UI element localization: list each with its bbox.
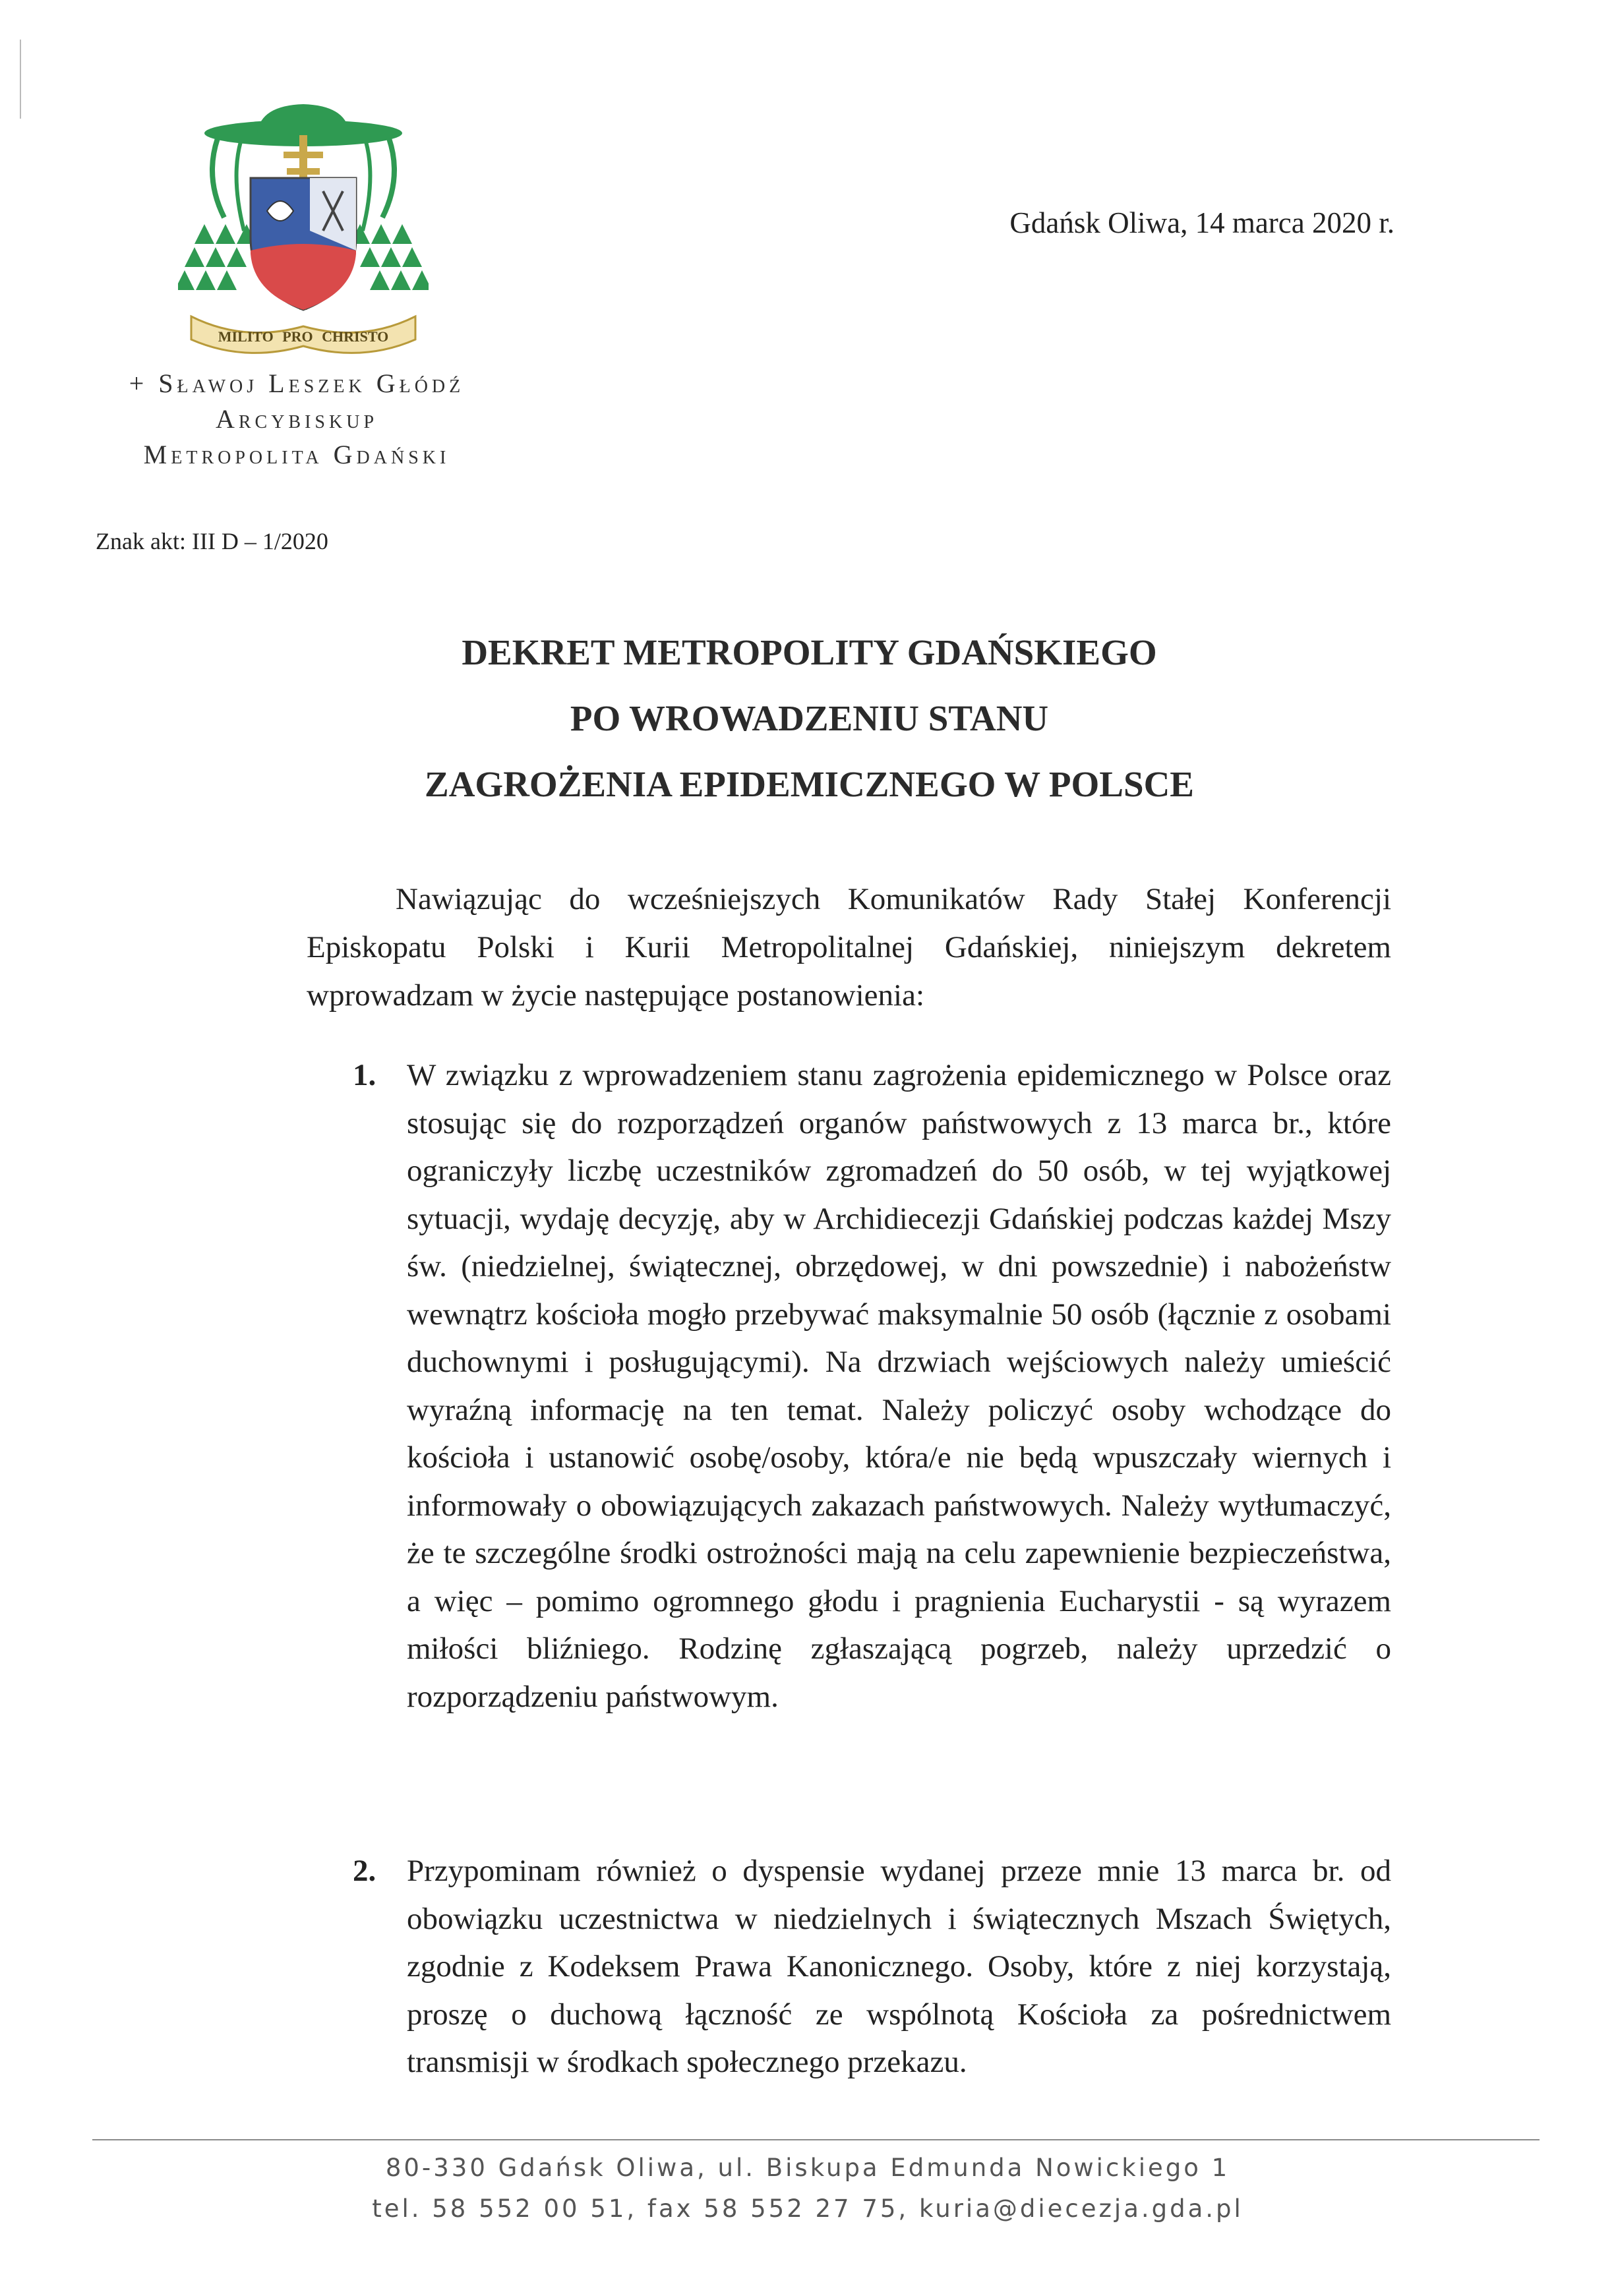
item-text: Przypominam również o dyspensie wydanej przeze mnie 13 marca br. od obowiązku uczestnictwa w niedzielnych i świątecznych Mszach Świętych, zgodnie z Kodeksem Prawa Kanonicznego. Osoby, które z niej korzystają, proszę o duchową łączność ze wspólnotą Kościoła za pośrednictwem transmisji w środkach społecznego przekazu. [407,1854,1391,2079]
svg-text:MILITO PRO CHRISTO [218,328,388,345]
motto-word-1: MILITO [218,328,274,345]
issuer-title: Arcybiskup [215,404,378,434]
motto-word-2: PRO [282,328,313,345]
coat-of-arms-icon [178,99,429,376]
footer-divider [92,2139,1540,2140]
issuer-office: Metropolita Gdański [143,440,450,469]
list-item [353,1051,1391,1721]
scan-edge-mark [20,40,21,119]
list-item [353,1847,1391,2086]
item-text: W związku z wprowadzeniem stanu zagrożenia epidemicznego w Polsce oraz stosując się do rozporządzeń organów państwowych z 13 marca br., które ograniczyły liczbę uczestników zgromadzeń do 50 osób, w tej wyjątkowej sytuacji, wydaję decyzję, aby w Archidiecezji Gdańskiej podczas każdej Mszy św. (niedzielnej, świątecznej, obrzędowej, w dni powszednie) i nabożeństw wewnątrz kościoła mogło przebywać maksymalnie 50 osób (łącznie z osobami duchownymi i posługującymi). Na drzwiach wejściowych należy umieścić wyraźną informację na ten temat. Należy policzyć osoby wchodzące do kościoła i ustanowić osobę/osoby, która/e nie będą wpuszczały wiernych i informowały o obowiązujących zakazach państwowych. Należy wytłumaczyć, że te szczególne środki ostrożności mają na celu zapewnienie bezpieczeństwa, a więc – pomimo ogromnego głodu i pragnienia Eucharystii - są wyrazem miłości bliźniego. Rodzinę zgłaszającą pogrzeb, należy uprzedzić o rozporządzeniu państwowym. [407,1058,1391,1714]
document-date: Gdańsk Oliwa, 14 marca 2020 r. [1009,206,1394,239]
issuer-name: + Sławoj Leszek Głódź [129,368,465,398]
document-title [198,620,1421,817]
title-line-1: DEKRET METROPOLITY GDAŃSKIEGO [462,632,1157,672]
title-line-3: ZAGROŻENIA EPIDEMICZNEGO W POLSCE [425,764,1194,804]
intro-paragraph: Nawiązując do wcześniejszych Komunikatów Rady Stałej Konferencji Episkopatu Polski i Kurii Metropolitalnej Gdańskiej, niniejszym dekretem wprowadzam w życie następujące postanowienia: [307,882,1391,1013]
footer-contact: tel. 58 552 00 51, fax 58 552 27 75, kuria@diecezja.gda.pl [372,2194,1243,2223]
issuer-block [99,366,494,473]
title-line-2: PO WROWADZENIU STANU [570,698,1049,738]
motto-word-3: CHRISTO [322,328,389,345]
reference-number: Znak akt: III D – 1/2020 [96,528,328,554]
item-number: 1. [353,1058,376,1092]
item-number: 2. [353,1854,376,1888]
footer-address: 80-330 Gdańsk Oliwa, ul. Biskupa Edmunda Nowickiego 1 [385,2154,1230,2182]
footer [198,2148,1418,2229]
